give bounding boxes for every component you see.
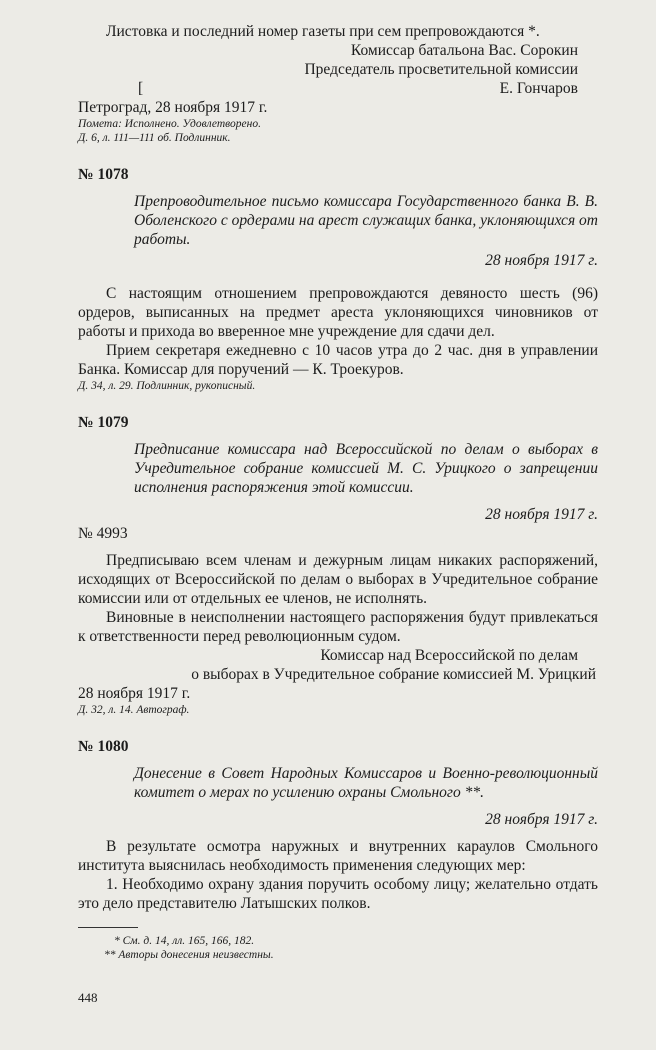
signer-sorokin: Комиссар батальона Вас. Сорокин <box>350 42 578 59</box>
footnote-2: ** Авторы донесения неизвестны. <box>104 949 274 961</box>
doc-signer-1079-line1: Комиссар над Всероссийской по делам <box>320 647 578 664</box>
bracket-mark: [ <box>138 80 144 97</box>
doc-number-1080: № 1080 <box>78 738 129 755</box>
doc-title-1078: Препроводительное письмо комиссара Государственного банка В. В. Оболенского с ордерами на арест служащих банка, уклоняющихся от работы. <box>134 193 598 248</box>
doc-number-1078: № 1078 <box>78 166 129 183</box>
header-line: Листовка и последний номер газеты при сем препровождаются *. <box>106 23 540 40</box>
doc-para-1078-2: Прием секретаря ежедневно с 10 часов утра до 2 час. дня в управлении Банка. Комиссар для поручений — К. Троекуров. <box>78 342 598 378</box>
place-date: Петроград, 28 ноября 1917 г. <box>78 99 268 116</box>
footnote-1: * См. д. 14, лл. 165, 166, 182. <box>114 935 255 947</box>
doc-date-1078: 28 ноября 1917 г. <box>485 252 598 269</box>
note-source: Д. 6, л. 111—111 об. Подлинник. <box>78 132 231 144</box>
doc-title-1080: Донесение в Совет Народных Комиссаров и Военно-революционный комитет о мерах по усилению охраны Смольного **. <box>134 765 598 801</box>
doc-title-1079: Предписание комиссара над Всероссийской по делам о выборах в Учредительное собрание комиссией М. С. Урицкого о запрещении исполнения распоряжения этой комиссии. <box>134 441 598 496</box>
doc-para-1079-1: Предписываю всем членам и дежурным лицам никаких распоряжений, исходящих от Всероссийской по делам о выборах в Учредительное собрание комиссии или от отдельных ее членов, не исполнять. <box>78 552 598 607</box>
signer-goncharov: Е. Гончаров <box>499 80 578 97</box>
doc-source-1078: Д. 34, л. 29. Подлинник, рукописный. <box>78 380 256 392</box>
doc-date2-1079: 28 ноября 1917 г. <box>78 685 191 702</box>
doc-para-1079-2: Виновные в неисполнении настоящего распоряжения будут привлекаться к ответственности перед революционным судом. <box>78 609 598 645</box>
page-content <box>78 22 598 1007</box>
doc-signer-1079-line2: о выборах в Учредительное собрание комиссией М. Урицкий <box>191 666 596 683</box>
note-pometa: Помета: Исполнено. Удовлетворено. <box>78 118 261 130</box>
doc-para-1078-1: С настоящим отношением препровождаются девяносто шесть (96) ордеров, выписанных на предмет ареста уклоняющихся чиновников от работы и прихода во вверенное мне учреждение для сдачи дел. <box>78 285 598 340</box>
doc-number-1079: № 1079 <box>78 414 129 431</box>
doc-para-1080-1: В результате осмотра наружных и внутренних караулов Смольного института выяснилась необходимость применения следующих мер: <box>78 838 598 874</box>
doc-date-1079: 28 ноября 1917 г. <box>485 506 598 523</box>
doc-para-1080-2: 1. Необходимо охрану здания поручить особому лицу; желательно отдать это дело представителю Латышских полков. <box>78 876 598 912</box>
footnote-divider <box>78 927 138 928</box>
doc-source-1079: Д. 32, л. 14. Автограф. <box>78 704 190 716</box>
signer-title: Председатель просветительной комиссии <box>304 61 578 78</box>
doc-date-1080: 28 ноября 1917 г. <box>485 811 598 828</box>
doc-outnum-1079: № 4993 <box>78 525 128 542</box>
page-number: 448 <box>78 990 98 1005</box>
